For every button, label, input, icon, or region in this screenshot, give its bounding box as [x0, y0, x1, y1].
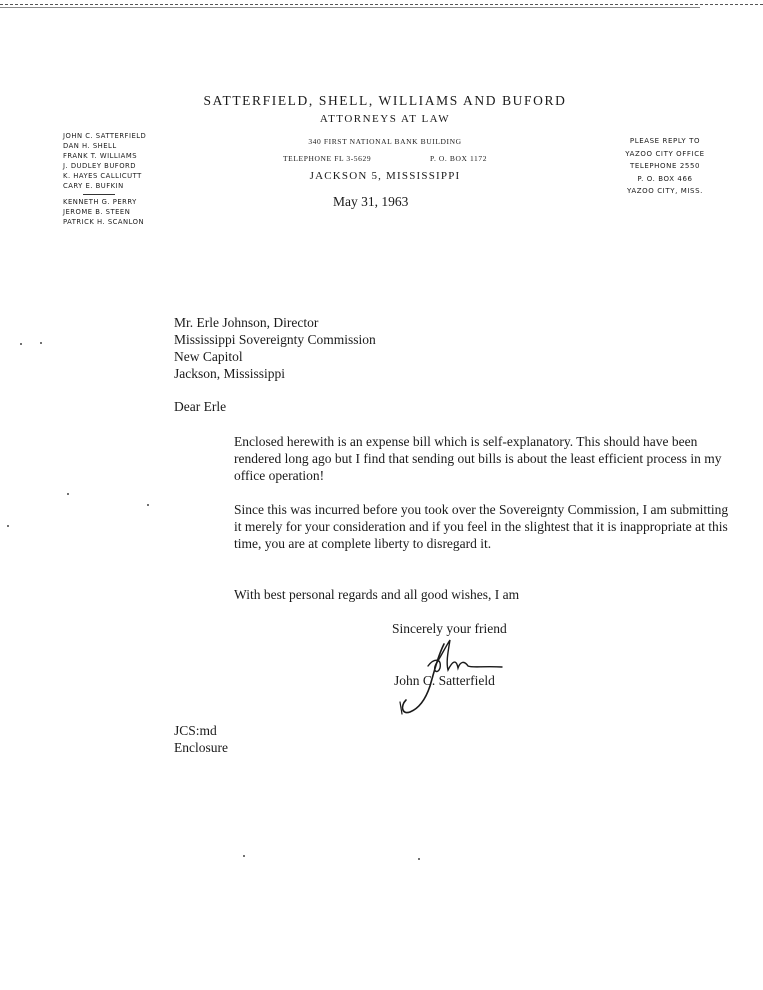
signer-name: John C. Satterfield	[394, 673, 495, 688]
scan-speck	[20, 343, 22, 345]
recipient-line: New Capitol	[174, 349, 243, 364]
reply-to-line: P. O. BOX 466	[637, 174, 693, 183]
scan-edge-dashes	[0, 4, 763, 5]
reply-to-line: YAZOO CITY OFFICE	[625, 149, 705, 158]
letter-date: May 31, 1963	[333, 194, 409, 209]
recipient-line: Mississippi Sovereignty Commission	[174, 332, 376, 347]
partner-name: JOHN C. SATTERFIELD	[63, 132, 147, 140]
partner-divider	[83, 194, 115, 195]
recipient-line: Jackson, Mississippi	[174, 366, 286, 381]
recipient-line: Mr. Erle Johnson, Director	[174, 315, 319, 330]
associate-name: KENNETH G. PERRY	[63, 198, 137, 206]
firm-po-box: P. O. BOX 1172	[430, 154, 488, 163]
partner-name: FRANK T. WILLIAMS	[63, 152, 138, 160]
partner-name: J. DUDLEY BUFORD	[63, 162, 137, 170]
scan-speck	[418, 858, 420, 860]
typist-initials: JCS:md	[174, 723, 217, 738]
body-paragraph: Enclosed herewith is an expense bill which is self-explanatory. This should have been rendered long ago but I find that sending out bills is about the least efficient process in my office operation!	[234, 434, 722, 483]
reply-to-line: TELEPHONE 2550	[629, 162, 701, 170]
body-paragraph: Since this was incurred before you took over the Sovereignty Commission, I am submitting it merely for your consideration and if you feel in the slightest that it is inappropriate at this time, you are at complete liberty to disregard it.	[234, 502, 729, 551]
scan-speck	[67, 493, 69, 495]
reply-to-line: PLEASE REPLY TO	[629, 137, 701, 145]
scan-speck	[147, 504, 149, 506]
reply-to-line: YAZOO CITY, MISS.	[627, 187, 703, 195]
enclosure-note: Enclosure	[174, 740, 228, 755]
scan-edge-rule	[0, 7, 700, 8]
scan-speck	[40, 342, 42, 344]
salutation: Dear Erle	[174, 399, 227, 414]
body-paragraph: With best personal regards and all good wishes, I am	[234, 587, 520, 602]
closing: Sincerely your friend	[392, 621, 507, 636]
partner-name: DAN H. SHELL	[63, 142, 117, 150]
partner-name: CARY E. BUFKIN	[63, 182, 124, 190]
firm-telephone: TELEPHONE FL 3-5629	[283, 154, 372, 163]
firm-name: SATTERFIELD, SHELL, WILLIAMS AND BUFORD	[203, 93, 567, 108]
scan-edge	[0, 0, 763, 10]
associate-name: PATRICK H. SCANLON	[63, 218, 145, 226]
associate-name: JEROME B. STEEN	[63, 208, 131, 216]
reply-to-block	[610, 135, 720, 198]
firm-subtitle: ATTORNEYS AT LAW	[319, 113, 451, 125]
partner-name: K. HAYES CALLICUTT	[63, 172, 142, 180]
recipient-address	[174, 314, 376, 382]
firm-city: JACKSON 5, MISSISSIPPI	[309, 170, 461, 182]
scan-speck	[7, 525, 9, 527]
firm-building: 340 FIRST NATIONAL BANK BUILDING	[308, 137, 462, 146]
partner-list	[63, 131, 146, 227]
scan-speck	[243, 855, 245, 857]
reference-block	[174, 722, 228, 756]
